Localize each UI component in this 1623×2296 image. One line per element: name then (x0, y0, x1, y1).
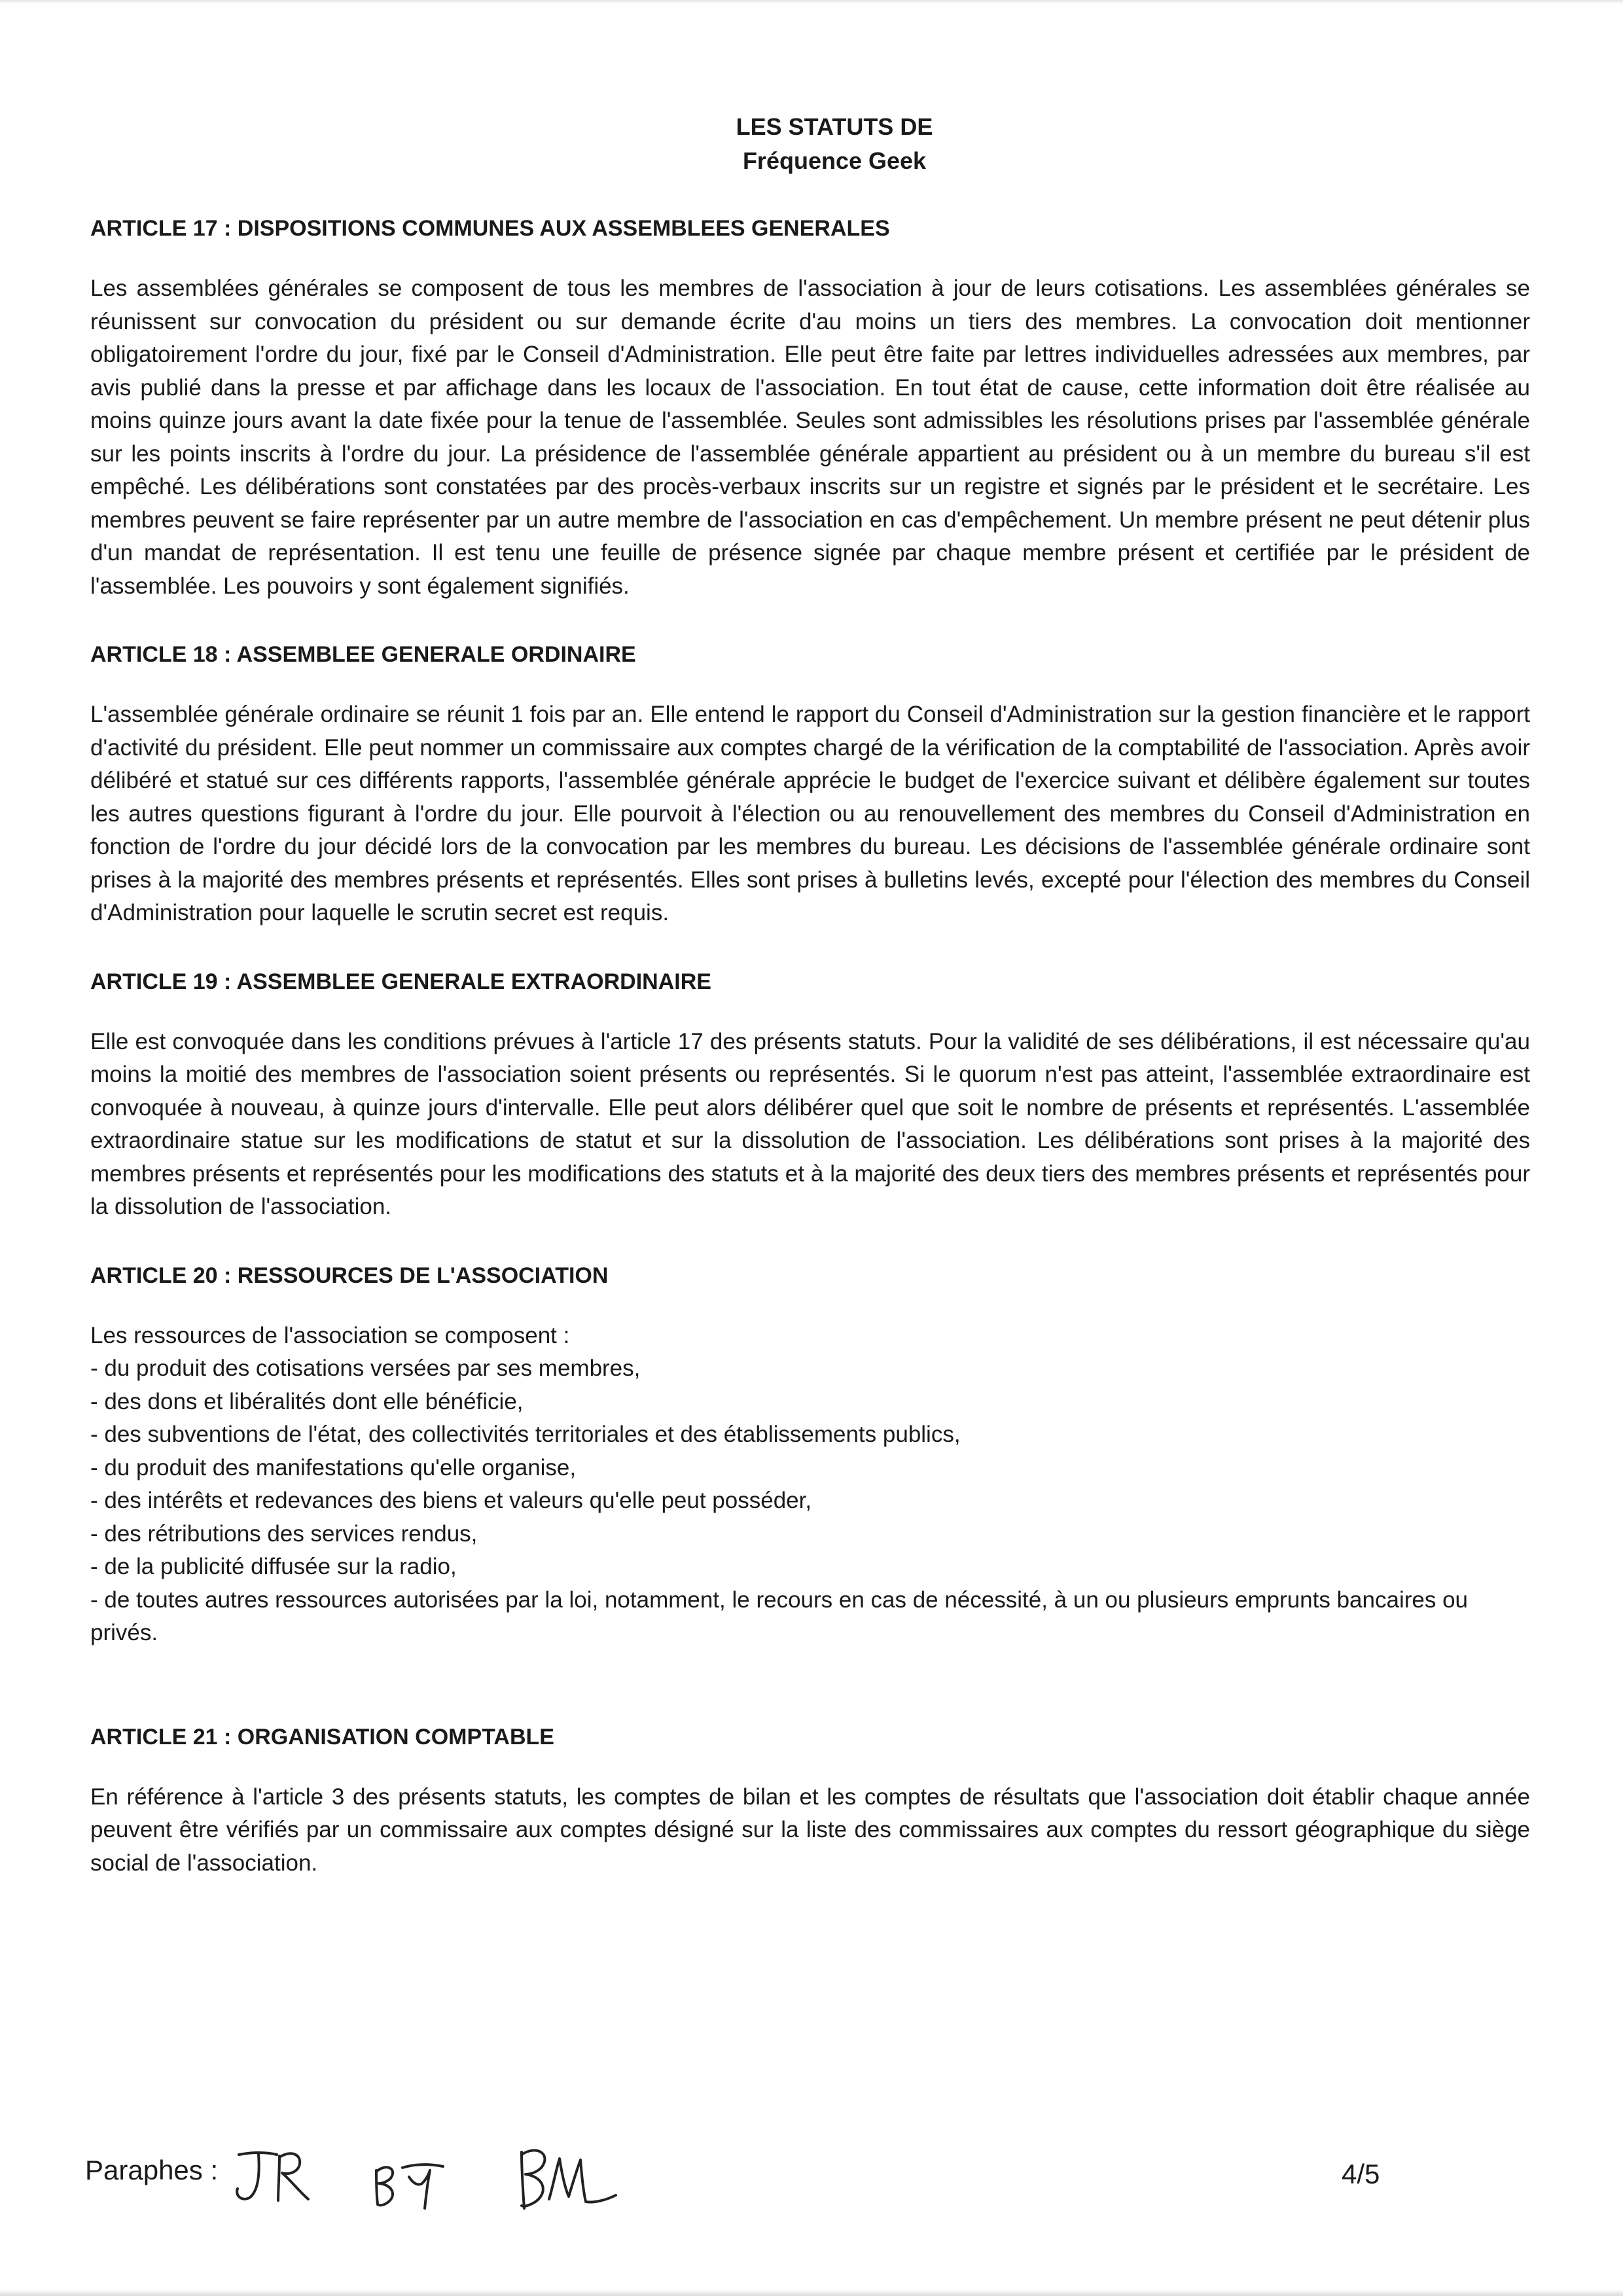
article-20-intro: Les ressources de l'association se composent : (90, 1322, 570, 1348)
article-21-title: ARTICLE 21 : ORGANISATION COMPTABLE (90, 1724, 554, 1749)
article-18 (90, 639, 1530, 930)
article-18-title: ARTICLE 18 : ASSEMBLEE GENERALE ORDINAIRE (90, 642, 636, 667)
article-18-text: L'assemblée générale ordinaire se réunit 1 fois par an. Elle entend le rapport du Conseil d'Administration sur la gestion financière et le rapport d'activité du président. Elle peut nommer un commissaire aux comptes chargé de la vérification de la comptabilité de l'association. Après avoir délibéré et statué sur ces différents rapports, l'assemblée générale apprécie le budget de l'exercice suivant et délibère également sur toutes les autres questions figurant à l'ordre du jour. Elle pourvoit à l'élection ou au renouvellement des membres du Conseil d'Administration en fonction de l'ordre du jour décidé lors de la convocation par les membres du bureau. Les décisions de l'assemblée générale ordinaire sont prises à la majorité des membres présents et représentés. Elles sont prises à bulletins levés, excepté pour l'élection des membres du Conseil d'Administration pour laquelle le scrutin secret est requis. (90, 702, 1530, 925)
page-footer (85, 2140, 1525, 2212)
article-20-title: ARTICLE 20 : RESSOURCES DE L'ASSOCIATION (90, 1263, 609, 1288)
document-header (0, 110, 1623, 178)
article-21-text: En référence à l'article 3 des présents statuts, les comptes de bilan et les comptes de résultats que l'association doit établir chaque année peuvent être vérifiés par un commissaire aux comptes désigné sur la liste des commissaires aux comptes du ressort géographique du siège social de l'association. (90, 1784, 1530, 1876)
article-17-title: ARTICLE 17 : DISPOSITIONS COMMUNES AUX ASSEMBLEES GENERALES (90, 216, 890, 241)
article-19-title: ARTICLE 19 : ASSEMBLEE GENERALE EXTRAORDINAIRE (90, 969, 711, 994)
resource-list (90, 1352, 1530, 1650)
article-19 (90, 967, 1530, 1224)
article-21 (90, 1722, 1530, 1880)
list-item: - des subventions de l'état, des collectivités territoriales et des établissements publics, (90, 1422, 961, 1447)
list-item: - du produit des cotisations versées par ses membres, (90, 1355, 641, 1381)
header-title-line2: Fréquence Geek (742, 147, 927, 174)
list-item: - du produit des manifestations qu'elle organise, (90, 1454, 577, 1480)
page-number: 4/5 (1342, 2159, 1380, 2189)
scan-edge-bottom (0, 2289, 1623, 2296)
list-item: - de la publicité diffusée sur la radio, (90, 1554, 457, 1579)
article-20 (90, 1261, 1530, 1650)
header-title-line1: LES STATUTS DE (736, 113, 933, 140)
article-19-text: Elle est convoquée dans les conditions prévues à l'article 17 des présents statuts. Pour la validité de ses délibérations, il est nécessaire qu'au moins la moitié des membres de l'association soient présents ou représentés. Si le quorum n'est pas atteint, l'assemblée extraordinaire est convoquée à nouveau, à quinze jours d'intervalle. Elle peut alors délibérer quel que soit le nombre de présents et représentés. L'assemblée extraordinaire statue sur les modifications de statut et sur la dissolution de l'association. Les délibérations sont prises à la majorité des membres présents et représentés pour les modifications des statuts et à la majorité des deux tiers des membres présents et représentés pour la dissolution de l'association. (90, 1028, 1530, 1219)
paraphes-label: Paraphes : (85, 2155, 219, 2185)
list-item: - des intérêts et redevances des biens et valeurs qu'elle peut posséder, (90, 1488, 812, 1513)
document-body (90, 213, 1530, 1916)
article-17-text: Les assemblées générales se composent de tous les membres de l'association à jour de leurs cotisations. Les assemblées générales se réunissent sur convocation du président ou sur demande écrite d'au moins un tiers des membres. La convocation doit mentionner obligatoirement l'ordre du jour, fixé par le Conseil d'Administration. Elle peut être faite par lettres individuelles adressées aux membres, par avis publié dans la presse et par affichage dans les locaux de l'association. En tout état de cause, cette information doit être réalisée au moins quinze jours avant la date fixée pour la tenue de l'assemblée. Seules sont admissibles les résolutions prises par l'assemblée générale sur les points inscrits à l'ordre du jour. La présidence de l'assemblée générale appartient au président ou à un membre du bureau s'il est empêché. Les délibérations sont constatées par des procès-verbaux inscrits sur un registre et signés par le président et le secrétaire. Les membres peuvent se faire représenter par un autre membre de l'association en cas d'empêchement. Un membre présent ne peut détenir plus d'un mandat de représentation. Il est tenu une feuille de présence signée par chaque membre présent et certifiée par le président de l'assemblée. Les pouvoirs y sont également signifiés. (90, 276, 1530, 599)
article-17 (90, 213, 1530, 603)
list-item: - de toutes autres ressources autorisées par la loi, notamment, le recours en cas de nécessité, à un ou plusieurs emprunts bancaires ou privés. (90, 1587, 1469, 1645)
scan-edge-top (0, 0, 1623, 4)
list-item: - des rétributions des services rendus, (90, 1520, 478, 1547)
list-item: - des dons et libéralités dont elle bénéficie, (90, 1388, 524, 1414)
handwritten-initials-signature (226, 2140, 684, 2212)
